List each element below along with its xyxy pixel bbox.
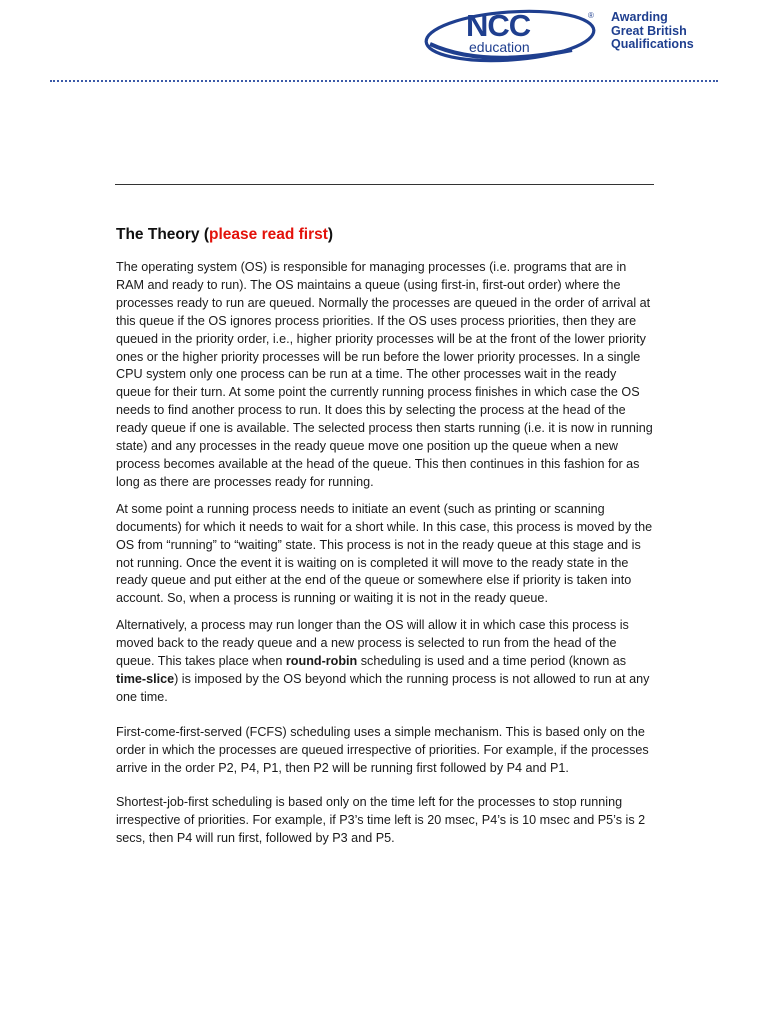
paragraph-fcfs: First-come-first-served (FCFS) scheduling uses a simple mechanism. This is based only on the order in which the processes are queued irrespective of priorities. For example, if the processes arrive in the order P2, P4, P1, then P2 will be running first followed by P4 and P1. xyxy=(116,724,649,775)
term-round-robin: round-robin xyxy=(285,654,358,669)
tagline-line-3: Qualifications xyxy=(611,37,694,51)
section-title-prefix: The Theory ( xyxy=(116,226,210,243)
logo-ncc-text: NCC xyxy=(466,8,531,43)
paragraph-round-robin xyxy=(116,617,653,707)
paragraph-round-robin-part-2: scheduling is used and a time period (known as xyxy=(357,654,627,669)
term-time-slice: time-slice xyxy=(116,671,175,686)
paragraph-shortest-job-first: Shortest-job-first scheduling is based only on the time left for the processes to stop running irrespective of priorities. For example, if P3’s time left is 20 msec, P4’s is 10 msec and P5’s is 2 secs, then P4 will run first, followed by P3 and P5. xyxy=(116,795,646,846)
ncc-education-logo xyxy=(422,6,722,68)
paragraph-round-robin-part-3: ) is imposed by the OS beyond which the running process is not allowed to run at any one time. xyxy=(116,671,650,704)
paragraph-round-robin-part-1: Alternatively, a process may run longer than the OS will allow it in which case this process is moved back to the ready queue and a new process is selected to run from the head of the queue. This takes place when xyxy=(116,618,629,669)
registered-mark: ® xyxy=(588,11,594,20)
tagline-line-1: Awarding xyxy=(611,10,668,24)
paragraph-waiting-state: At some point a running process needs to initiate an event (such as printing or scanning documents) for which it needs to wait for a short while. In this case, this process is moved by the OS from “running” to “waiting” state. This process is not in the ready queue at this stage and is not running. Once the event it is waiting on is completed it will move to the ready state in the ready queue and put either at the end of the queue or somewhere else if priority is taken into account. So, when a process is running or waiting it is not in the ready queue. xyxy=(116,501,653,606)
section-divider xyxy=(115,184,654,185)
header-dotted-divider xyxy=(50,80,718,82)
section-title-highlight: please read first xyxy=(209,226,328,243)
tagline-line-2: Great British xyxy=(611,23,687,38)
section-title xyxy=(116,224,653,246)
document-body xyxy=(116,224,653,857)
section-title-suffix: ) xyxy=(327,226,334,243)
logo-tagline xyxy=(611,11,694,52)
paragraph-os-process-management: The operating system (OS) is responsible for managing processes (i.e. programs that are in RAM and ready to run). The OS maintains a queue (using first-in, first-out order) where the processes ready to run are queued. Normally the processes are queued in the order of arrival at this queue if the OS ignores process priorities. If the OS uses process priorities, then they are queued in the priority order, i.e., higher priority processes will be at the front of the lower priority ones or the higher priority processes will be run before the lower priority processes. In a single CPU system only one process can be run at a time. The other processes wait in the ready queue for their turn. At some point the currently running process finishes in which case the OS needs to find another process to run. It does this by selecting the process at the head of the ready queue if one is available. The selected process then starts running (i.e. it is now in running state) and any processes in the ready queue move one position up the queue when a new process becomes available at the head of the queue. This then continues in this fashion for as long as there are processes ready for running. xyxy=(116,260,653,489)
logo-education-text: education xyxy=(469,39,530,55)
